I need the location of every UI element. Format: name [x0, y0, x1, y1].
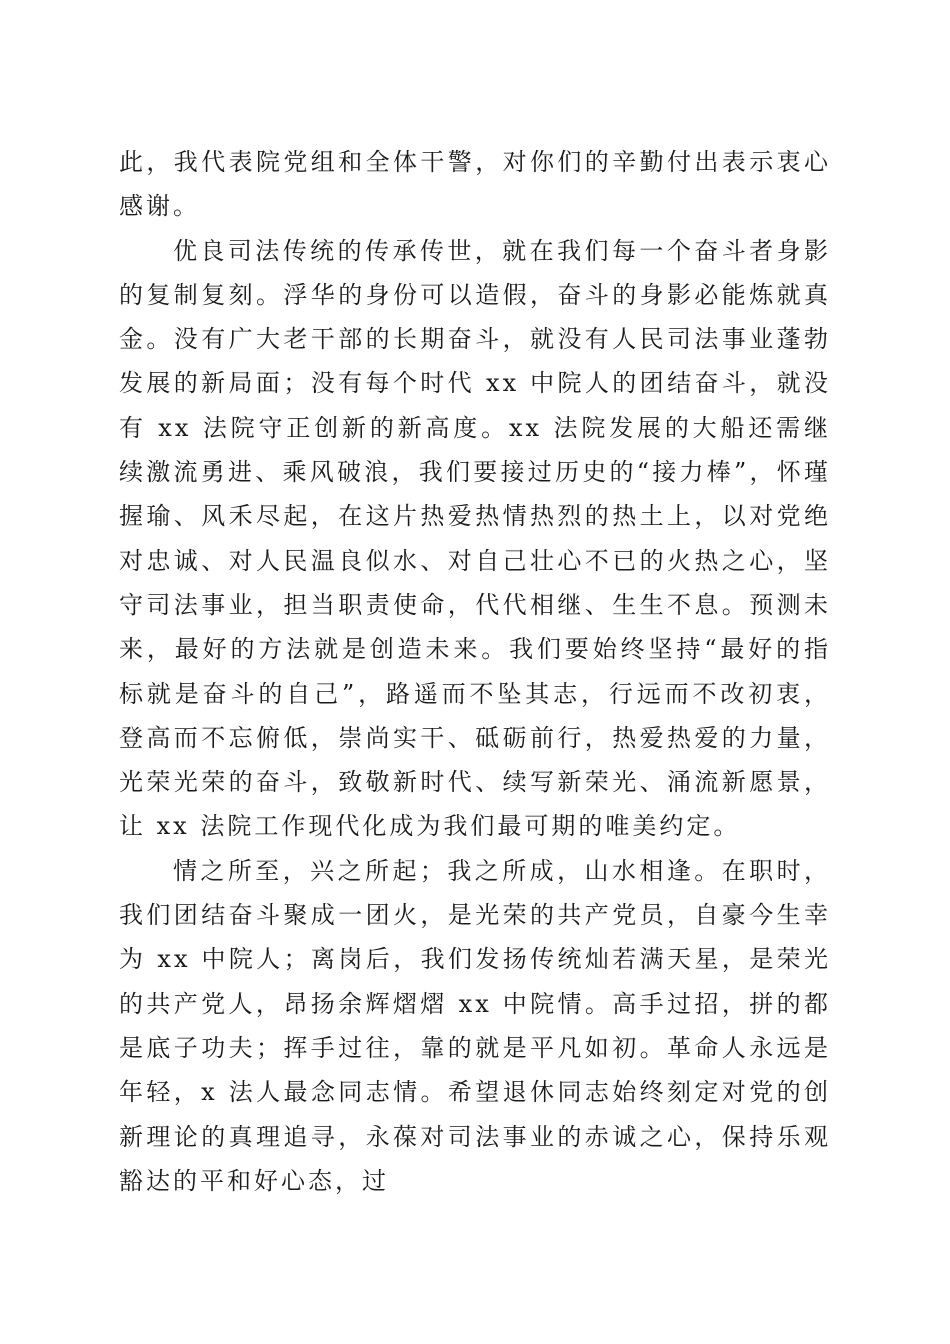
paragraph-3: 情之所至，兴之所起；我之所成，山水相逢。在职时，我们团结奋斗聚成一团火，是光荣的共产党员，自豪今生幸为 xx 中院人；离岗后，我们发扬传统灿若满天星，是荣光的共产党人，昂扬余辉熠熠 xx 中院情。高手过招，拼的都是底子功夫；挥手过往，靠的就是平凡如初。革命人永远是年轻，x 法人最念同志情。希望退休同志始终刻定对党的创新理论的真理追寻，永葆对司法事业的赤诚之心，保持乐观豁达的平和好心态，过 — [119, 856, 831, 1195]
paragraph-1: 此，我代表院党组和全体干警，对你们的辛勤付出表示衷心感谢。 — [119, 148, 831, 221]
body-text — [119, 140, 831, 1203]
paragraph-2: 优良司法传统的传承传世，就在我们每一个奋斗者身影的复制复刻。浮华的身份可以造假，奋斗的身影必能炼就真金。没有广大老干部的长期奋斗，就没有人民司法事业蓬勃发展的新局面；没有每个时代 xx 中院人的团结奋斗，就没有 xx 法院守正创新的新高度。xx 法院发展的大船还需继续激流勇进、乘风破浪，我们要接过历史的“接力棒”，怀瑾握瑜、风禾尽起，在这片热爱热情热烈的热土上，以对党绝对忠诚、对人民温良似水、对自己壮心不已的火热之心，坚守司法事业，担当职责使命，代代相继、生生不息。预测未来，最好的方法就是创造未来。我们要始终坚持“最好的指标就是奋斗的自己”，路遥而不坠其志，行远而不改初衷，登高而不忘俯低，崇尚实干、砥砺前行，热爱热爱的力量，光荣光荣的奋斗，致敬新时代、续写新荣光、涌流新愿景，让 xx 法院工作现代化成为我们最可期的唯美约定。 — [119, 236, 831, 841]
